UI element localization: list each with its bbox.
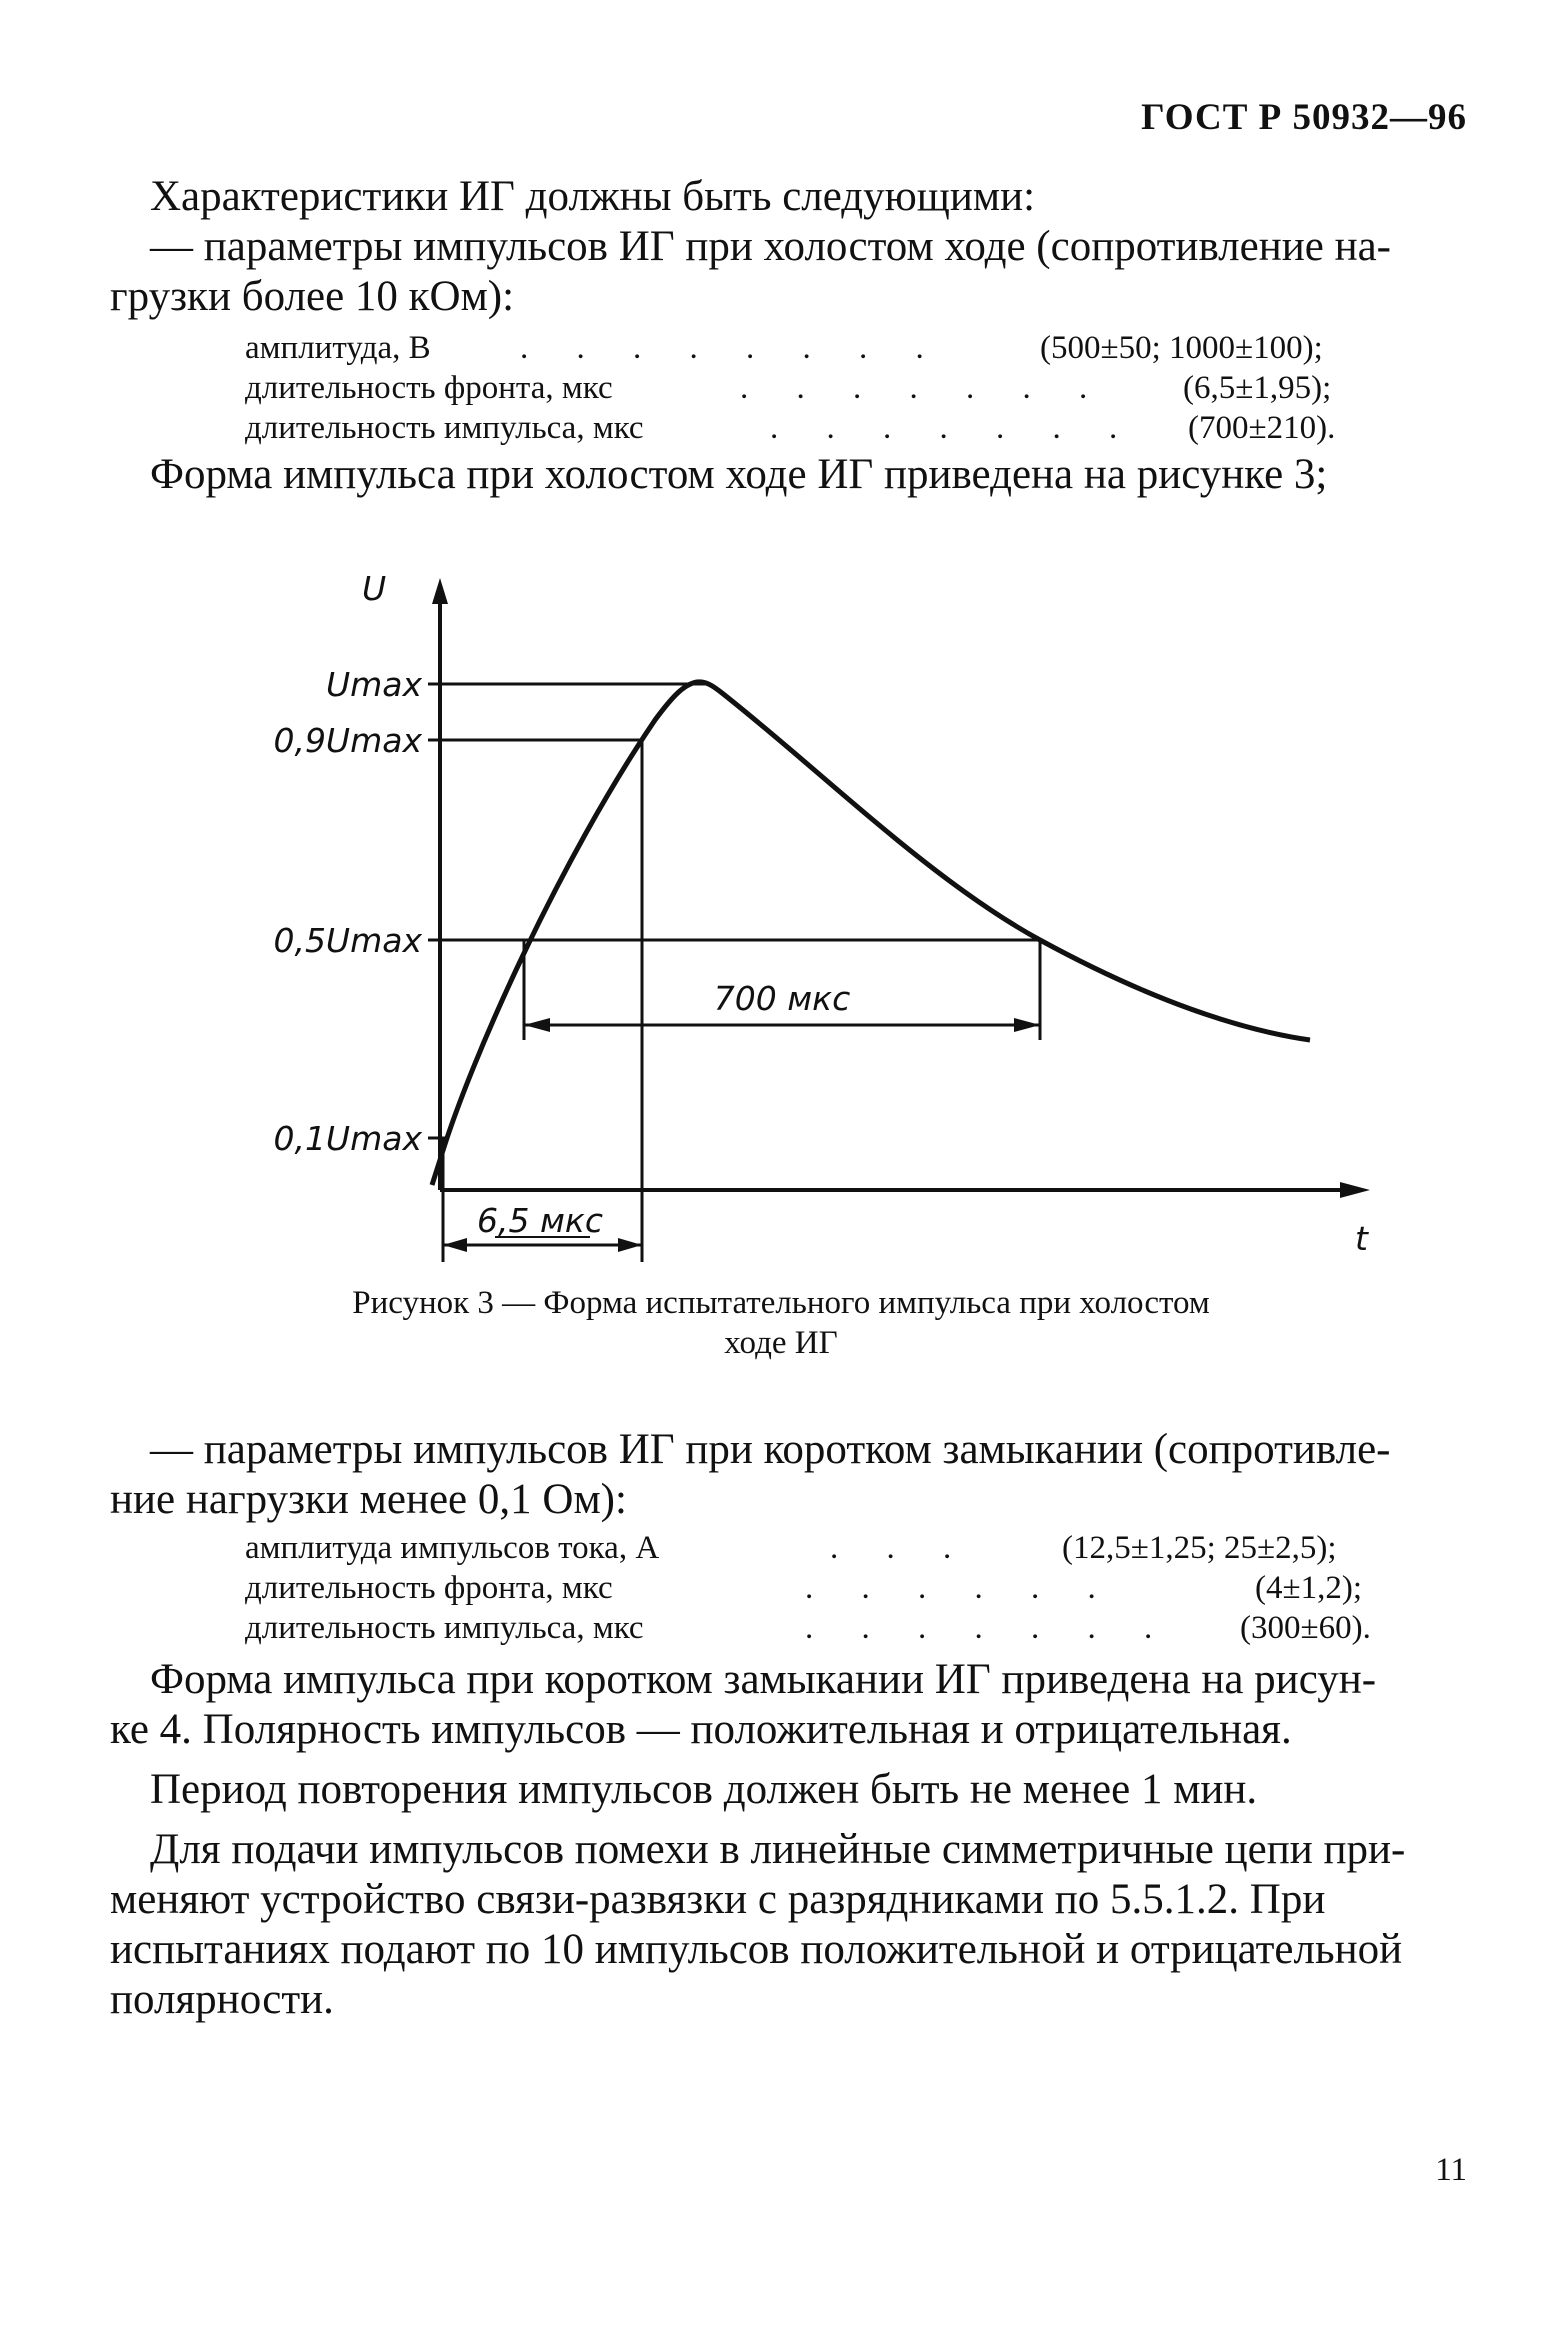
param-short-pulse-dots: . . . . . . . xyxy=(805,1610,1173,1646)
label-09umax: 0,9Umax xyxy=(273,721,422,760)
para3-line-2: меняют устройство связи-развязки с разрядниками по 5.5.1.2. При xyxy=(110,1876,1326,1923)
figure-caption-line-2: ходе ИГ xyxy=(724,1325,838,1361)
param-short-front-dots: . . . . . . xyxy=(805,1570,1116,1606)
pulse-curve xyxy=(432,682,1310,1185)
intro-line-2: — параметры импульсов ИГ при холостом ходе (сопротивление на- xyxy=(150,223,1391,270)
param-pulse-value: (700±210). xyxy=(1188,410,1336,446)
param-short-front-value: (4±1,2); xyxy=(1255,1570,1363,1606)
para2: Период повторения импульсов должен быть не менее 1 мин. xyxy=(150,1766,1258,1813)
param-front-label: длительность фронта, мкс xyxy=(245,370,613,406)
label-umax: Umax xyxy=(325,665,422,704)
param-short-pulse-label: длительность импульса, мкс xyxy=(245,1610,644,1646)
dim-65-arrow-right xyxy=(618,1238,642,1252)
para3-line-4: полярности. xyxy=(110,1976,334,2023)
param-pulse-dots: . . . . . . . xyxy=(770,410,1138,446)
dim-65-label: 6,5 мкс xyxy=(477,1201,603,1240)
document-code: ГОСТ Р 50932—96 xyxy=(1141,97,1467,138)
param-pulse-label: длительность импульса, мкс xyxy=(245,410,644,446)
para3-line-3: испытаниях подают по 10 импульсов положительной и отрицательной xyxy=(110,1926,1403,1973)
param-front-dots: . . . . . . . xyxy=(740,370,1108,406)
figure-caption-line-1: Рисунок 3 — Форма испытательного импульса при холостом xyxy=(352,1285,1210,1321)
param-current-amplitude-label: амплитуда импульсов тока, А xyxy=(245,1530,660,1566)
pulse-diagram xyxy=(0,540,1562,1300)
dim-700-label: 700 мкс xyxy=(713,979,851,1018)
x-axis-arrow xyxy=(1340,1182,1370,1198)
dim-700-arrow-left xyxy=(524,1018,550,1032)
y-axis-arrow xyxy=(432,578,448,604)
param-amplitude-value: (500±50; 1000±100); xyxy=(1040,330,1323,366)
intro-line-3: грузки более 10 кОм): xyxy=(110,273,515,320)
short-line-1: — параметры импульсов ИГ при коротком замыкании (сопротивле- xyxy=(150,1426,1391,1473)
param-amplitude-dots: . . . . . . . . xyxy=(520,330,944,366)
param-current-amplitude-dots: . . . xyxy=(830,1530,972,1566)
param-short-pulse-value: (300±60). xyxy=(1240,1610,1371,1646)
label-05umax: 0,5Umax xyxy=(273,921,422,960)
param-current-amplitude-value: (12,5±1,25; 25±2,5); xyxy=(1062,1530,1337,1566)
param-front-value: (6,5±1,95); xyxy=(1183,370,1332,406)
param-amplitude-label: амплитуда, В xyxy=(245,330,431,366)
param-short-front-label: длительность фронта, мкс xyxy=(245,1570,613,1606)
label-01umax: 0,1Umax xyxy=(273,1119,422,1158)
page-number: 11 xyxy=(1435,2152,1467,2188)
dim-65-arrow-left xyxy=(443,1238,467,1252)
x-axis-label: t xyxy=(1355,1219,1368,1258)
y-axis-label: U xyxy=(362,569,387,608)
figure-reference: Форма импульса при холостом ходе ИГ приведена на рисунке 3; xyxy=(150,451,1328,498)
para1-line-1: Форма импульса при коротком замыкании ИГ приведена на рисун- xyxy=(150,1656,1377,1703)
intro-line-1: Характеристики ИГ должны быть следующими: xyxy=(150,173,1036,220)
dim-700-arrow-right xyxy=(1014,1018,1040,1032)
para3-line-1: Для подачи импульсов помехи в линейные симметричные цепи при- xyxy=(150,1826,1406,1873)
short-line-2: ние нагрузки менее 0,1 Ом): xyxy=(110,1476,627,1523)
para1-line-2: ке 4. Полярность импульсов — положительная и отрицательная. xyxy=(110,1706,1292,1753)
